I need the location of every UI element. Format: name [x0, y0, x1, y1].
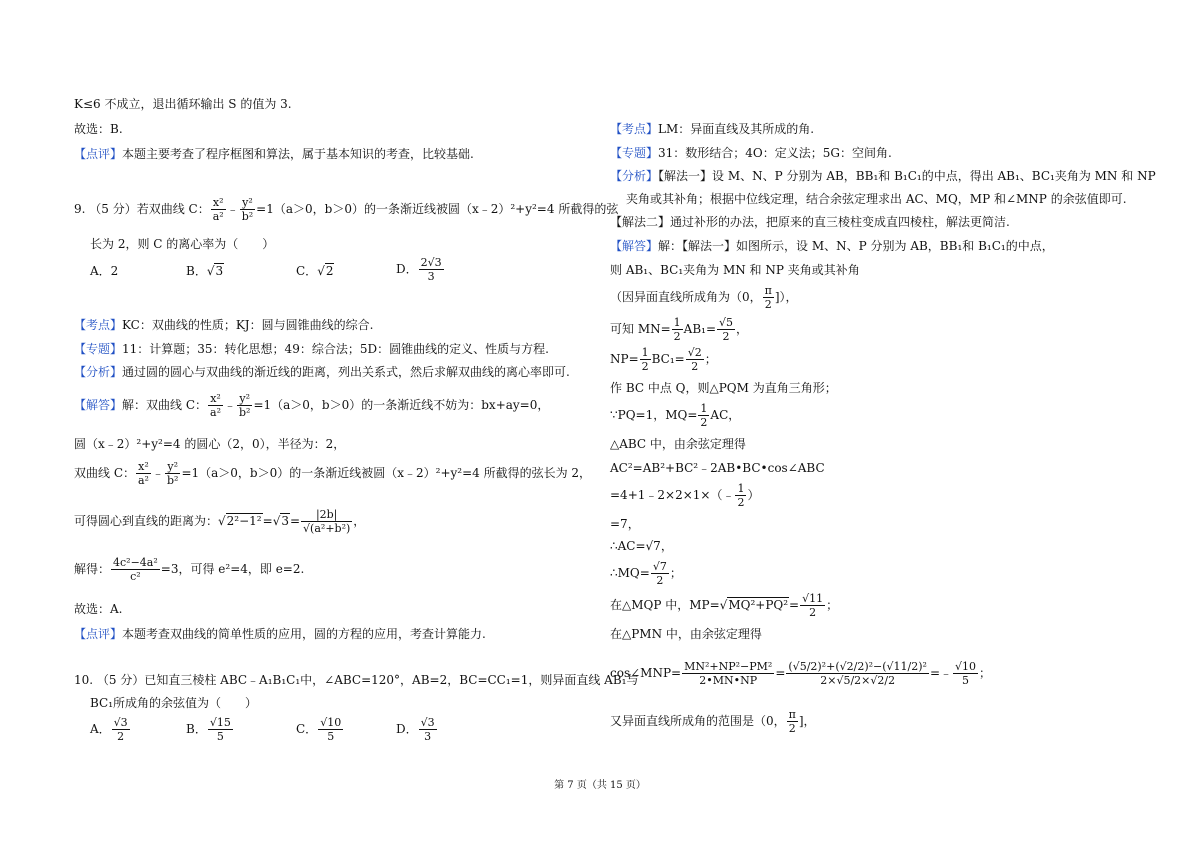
q10-fenxi: 【分析】【解法一】设 M、N、P 分别为 AB，BB₁和 B₁C₁的中点，得出 AB₁、BC₁夹角为 MN 和 NP [610, 169, 1156, 183]
r-line-17: 又异面直线所成角的范围是（0， $\frac{\pi}{2}$ ]， [610, 708, 816, 735]
comment-text: 本题主要考查了程序框图和算法，属于基本知识的考查，比较基础. [122, 147, 474, 161]
q9-circle: 圆（x﹣2）²+y²=4 的圆心（2，0），半径为：2， [74, 437, 346, 451]
q9-hyperbola: 双曲线 C： $\frac{\text{x²}}{\text{a²}}$ ﹣ $\frac{\text{y²}}{\text{b²}}$ =1（a＞0，b＞0）的一条渐近线被圆（x﹣2）²+y²=4 所截得的弦长为 2， [74, 460, 592, 487]
q10-line-2: BC₁所成角的余弦值为（ ） [90, 696, 258, 710]
q9-fenxi: 【分析】通过圆的圆心与双曲线的渐近线的距离，列出关系式，然后求解双曲线的离心率即可. [74, 365, 570, 379]
r-line-13: ∴MQ= $\frac{√7}{2}$ ； [610, 560, 682, 587]
q9-kaodian: 【考点】KC：双曲线的性质；KJ：圆与圆锥曲线的综合. [74, 318, 374, 332]
page-footer: 第 7 页（共 15 页） [554, 780, 646, 791]
r-line-10: =4+1﹣2×2×1×（﹣ $\frac{1}{2}$ ） [610, 482, 760, 509]
tag-dianping: 【点评】 [74, 147, 123, 161]
r-line-4: 可知 MN= $\frac{1}{2}$ AB₁= $\frac{√5}{2}$ ， [610, 316, 749, 343]
fraction: $\frac{\text{x²}}{\text{a²}}$ [212, 196, 224, 223]
q9-line-2: 长为 2，则 C 的离心率为（ ） [90, 237, 275, 251]
r-line-3: （因异面直线所成角为（0， $\frac{\pi}{2}$ ]）， [610, 284, 798, 311]
left-comment-1 [74, 146, 474, 162]
q10-zhuanti: 【专题】31：数形结合；4O：定义法；5G：空间角. [610, 146, 892, 160]
question-9: 9. （5 分）若双曲线 C： $\frac{\text{x²}}{\text{a²}}$ ﹣ $\frac{\text{y²}}{\text{b²}}$ =1（a＞0，b＞0）的一条渐近线被圆（x﹣2）²+y²=4 所截得的弦 [74, 196, 619, 223]
r-line-11: =7， [610, 517, 640, 531]
q9-prefix: 9. （5 分）若双曲线 C： [74, 202, 210, 216]
q10-option-d: D． $\frac{√3}{3}$ [396, 716, 435, 743]
r-line-6: 作 BC 中点 Q，则△PQM 为直角三角形； [610, 381, 837, 395]
left-line-1: K≤6 不成立，退出循环输出 S 的值为 3. [74, 97, 292, 111]
r-line-16: cos∠MNP= $\frac{\text{MN²+NP²−PM²}}{2•MN•NP}$ = $\frac{\text{(√5/2)²+(√2/2)²−(√11/2)²}}{2\times√5/2\times√2/2}$ =﹣ $\frac{√10}{5}$ ； [610, 660, 992, 687]
q9-jieda: 【解答】解：双曲线 C： $\frac{\text{x²}}{\text{a²}}$ ﹣ $\frac{\text{y²}}{\text{b²}}$ =1（a＞0，b＞0）的一条渐近线不妨为：bx+ay=0， [74, 392, 550, 419]
q10-jieda: 【解答】解：【解法一】如图所示，设 M、N、P 分别为 AB，BB₁和 B₁C₁的中点， [610, 239, 1054, 253]
q9-option-b: B．√3 [186, 264, 224, 278]
q10-option-a: A． $\frac{√3}{2}$ [90, 716, 128, 743]
r-line-7: ∵PQ=1，MQ= $\frac{1}{2}$ AC， [610, 402, 741, 429]
q9-equation: =1（a＞0，b＞0）的一条渐近线被圆（x﹣2）²+y²=4 所截得的弦 [256, 202, 619, 216]
r-line-9: AC²=AB²+BC²﹣2AB•BC•cos∠ABC [610, 461, 825, 475]
q9-solve: 解得： $\frac{\text{4c²−4a²}}{\text{c²}}$ =3，可得 e²=4，即 e=2. [74, 556, 305, 583]
q10-fenxi-2: 夹角或其补角；根据中位线定理，结合余弦定理求出 AC、MQ，MP 和∠MNP 的余弦值即可. [626, 192, 1127, 206]
r-line-8: △ABC 中，由余弦定理得 [610, 437, 746, 451]
q9-zhuanti: 【专题】11：计算题；35：转化思想；49：综合法；5D：圆锥曲线的定义、性质与方程. [74, 342, 549, 356]
q10-fenxi-3: 【解法二】通过补形的办法，把原来的直三棱柱变成直四棱柱，解法更简洁. [610, 215, 1010, 229]
r-line-14: 在△MQP 中，MP=√MQ²+PQ²= $\frac{√11}{2}$ ； [610, 592, 839, 619]
r-line-2: 则 AB₁、BC₁夹角为 MN 和 NP 夹角或其补角 [610, 263, 860, 277]
q10-kaodian: 【考点】LM：异面直线及其所成的角. [610, 122, 815, 136]
q9-option-d: D． $\frac{2√3}{3}$ [396, 256, 442, 283]
q10-line-1: 10. （5 分）已知直三棱柱 ABC﹣A₁B₁C₁中，∠ABC=120°，AB=2，BC=CC₁=1，则异面直线 AB₁与 [74, 673, 639, 687]
q9-select: 故选：A. [74, 602, 123, 616]
left-line-2: 故选：B. [74, 122, 123, 136]
q9-option-c: C．√2 [296, 264, 334, 278]
q9-distance: 可得圆心到直线的距离为：√2²−1²=√3= $\frac{|2b|}{\text{√(a²+b²)}}$ ， [74, 508, 366, 535]
r-line-12: ∴AC=√7， [610, 539, 673, 553]
fraction: $\frac{\text{y²}}{\text{b²}}$ [241, 196, 254, 223]
r-line-15: 在△PMN 中，由余弦定理得 [610, 627, 762, 641]
q10-option-c: C． $\frac{√10}{5}$ [296, 716, 342, 743]
q10-option-b: B． $\frac{√15}{5}$ [186, 716, 231, 743]
q9-pingjia: 【点评】本题考查双曲线的简单性质的应用，圆的方程的应用，考查计算能力. [74, 627, 486, 641]
q9-option-a: A．2 [90, 264, 119, 278]
r-line-5: NP= $\frac{1}{2}$ BC₁= $\frac{√2}{2}$ ； [610, 346, 717, 373]
